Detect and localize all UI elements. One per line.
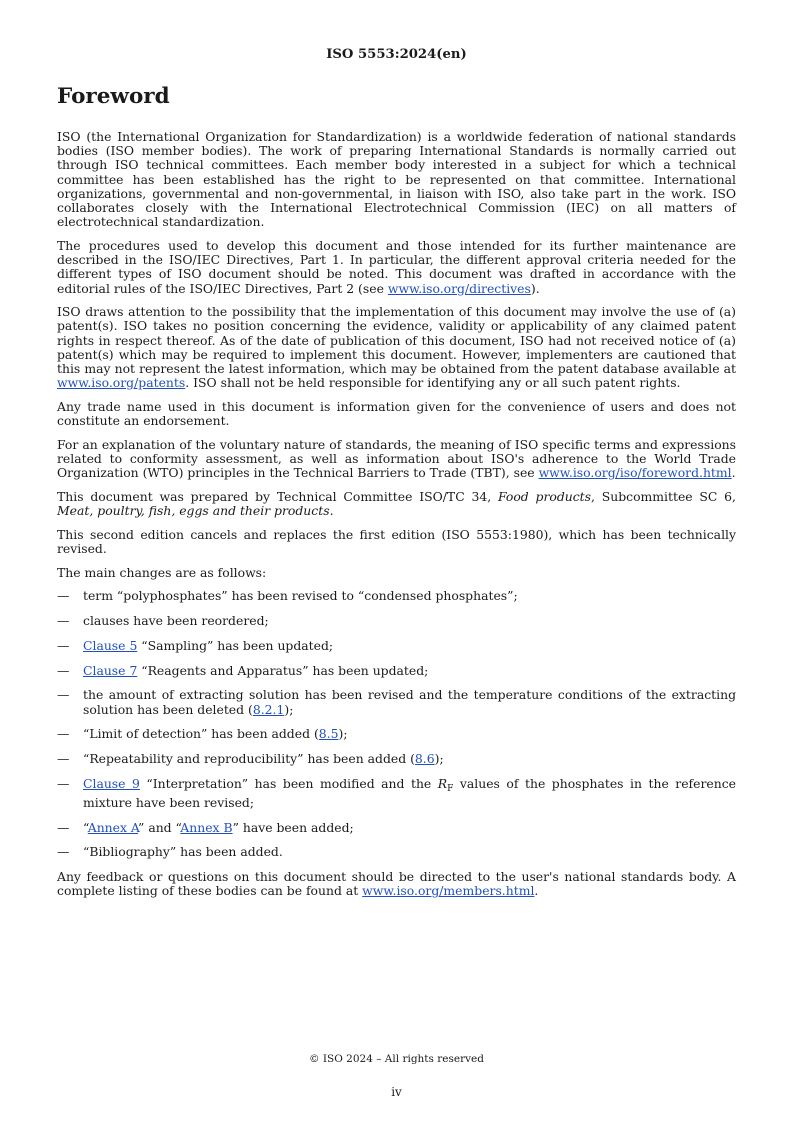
- directives-link[interactable]: www.iso.org/directives: [387, 280, 531, 296]
- clause-5-link[interactable]: Clause 5: [83, 637, 138, 653]
- list-item: [57, 589, 736, 603]
- paragraph-voluntary-end: .: [731, 465, 736, 481]
- list-dash: —: [57, 844, 70, 860]
- subclause-8-6-link[interactable]: 8.6: [414, 750, 435, 766]
- paragraph-procedures-end: ).: [530, 280, 540, 296]
- change-text: “Reagents and Apparatus” has been updated;: [137, 662, 429, 678]
- committee-food-products: Food products: [497, 488, 592, 504]
- change-text: “Bibliography” has been added.: [83, 844, 283, 860]
- paragraph-edition: This second edition cancels and replaces the first edition (ISO 5553:1980), which has been technically revised.: [57, 526, 736, 557]
- list-dash: —: [57, 588, 70, 604]
- paragraph-committee: [57, 490, 736, 518]
- list-item: [57, 752, 736, 766]
- change-text: “Sampling” has been updated;: [137, 637, 334, 653]
- list-dash: —: [57, 613, 70, 629]
- subcommittee-name: Meat, poultry, fish, eggs and their products: [57, 503, 330, 519]
- list-item: [57, 614, 736, 628]
- paragraph-patents-end: . ISO shall not be held responsible for identifying any or all such patent rights.: [185, 375, 681, 391]
- committee-text-end: .: [329, 503, 334, 519]
- list-item: [57, 727, 736, 741]
- paragraph-main-changes: The main changes are as follows:: [57, 564, 267, 580]
- paragraph-procedures: [57, 239, 736, 296]
- page-number: iv: [391, 1085, 402, 1099]
- rf-subscript: F: [447, 783, 454, 794]
- change-text-end: values of the phosphates in the reference mixture have been revised;: [83, 775, 736, 810]
- paragraph-patents-text: ISO draws attention to the possibility that the implementation of this document may involve the use of (a) patent(s). ISO takes no position concerning the evidence, validity or applicability of any claimed patent rights in respect thereof. As of the date of publication of this document, ISO had not received notice of (a) patent(s) which may be required to implement this document. However, implementers are cautioned that this may not represent the latest information, which may be obtained from the patent database available at: [57, 304, 736, 377]
- change-text: “Interpretation” has been modified and the: [139, 775, 438, 791]
- annex-a-link[interactable]: Annex A: [87, 819, 139, 835]
- committee-text-b: , Subcommittee SC 6,: [591, 488, 736, 504]
- list-dash: —: [57, 637, 70, 653]
- paragraph-voluntary-text: For an explanation of the voluntary nature of standards, the meaning of ISO specific terms and expressions related to conformity assessment, as well as information about ISO's adherence to the World Trade Organization (WTO) principles in the Technical Barriers to Trade (TBT), see: [57, 436, 736, 481]
- change-text: “Limit of detection” has been added (: [83, 726, 319, 742]
- foreword-body: [57, 130, 736, 908]
- list-item: [57, 664, 736, 678]
- subclause-8-5-link[interactable]: 8.5: [318, 726, 339, 742]
- committee-text-a: This document was prepared by Technical Committee ISO/TC 34,: [57, 488, 498, 504]
- section-title: Foreword: [57, 84, 170, 109]
- list-dash: —: [57, 819, 70, 835]
- rf-variable: R: [437, 775, 448, 791]
- list-item: [57, 821, 736, 835]
- clause-9-link[interactable]: Clause 9: [83, 775, 140, 791]
- list-dash: —: [57, 775, 70, 791]
- annex-b-link[interactable]: Annex B: [180, 819, 233, 835]
- change-text: term “polyphosphates” has been revised to “condensed phosphates”;: [83, 588, 518, 604]
- patents-link[interactable]: www.iso.org/patents: [57, 375, 186, 391]
- paragraph-feedback: [57, 870, 736, 898]
- copyright-footer: © ISO 2024 – All rights reserved: [309, 1053, 484, 1065]
- clause-7-link[interactable]: Clause 7: [83, 662, 138, 678]
- foreword-link[interactable]: www.iso.org/iso/foreword.html: [538, 465, 732, 481]
- paragraph-feedback-text: Any feedback or questions on this document should be directed to the user's national standards body. A complete listing of these bodies can be found at: [57, 868, 736, 899]
- list-dash: —: [57, 662, 70, 678]
- quote-open: “: [83, 819, 88, 835]
- paragraph-trade-name: Any trade name used in this document is information given for the convenience of users and does not constitute an endorsement.: [57, 398, 736, 429]
- change-text-end: ” have been added;: [232, 819, 354, 835]
- list-item: [57, 639, 736, 653]
- paragraph-iso-intro: ISO (the International Organization for Standardization) is a worldwide federation of national standards bodies (ISO member bodies). The work of preparing International Standards is normally carried out through ISO technical committees. Each member body interested in a subject for which a technical committee has been established has the right to be represented on that committee. International organizations, governmental and non-governmental, in liaison with ISO, also take part in the work. ISO collaborates closely with the International Electrotechnical Commission (IEC) on all matters of electrotechnical standardization.: [57, 129, 736, 230]
- list-dash: —: [57, 726, 70, 742]
- paragraph-procedures-text: The procedures used to develop this document and those intended for its further maintenance are described in the ISO/IEC Directives, Part 1. In particular, the different approval criteria needed for the different types of ISO document should be noted. This document was drafted in accordance with the editorial rules of the ISO/IEC Directives, Part 2 (see: [57, 237, 736, 296]
- list-dash: —: [57, 687, 70, 703]
- changes-list: [57, 589, 736, 859]
- subclause-8-2-1-link[interactable]: 8.2.1: [252, 701, 285, 717]
- paragraph-patents: [57, 305, 736, 390]
- members-link[interactable]: www.iso.org/members.html: [362, 883, 535, 899]
- change-text: clauses have been reordered;: [83, 613, 269, 629]
- change-text-end: );: [284, 701, 294, 717]
- change-text: the amount of extracting solution has been revised and the temperature conditions of the extracting solution has been deleted (: [83, 687, 736, 717]
- document-header: ISO 5553:2024(en): [326, 47, 467, 62]
- paragraph-feedback-end: .: [534, 883, 539, 899]
- change-text-end: );: [338, 726, 348, 742]
- change-text-end: );: [434, 750, 444, 766]
- paragraph-voluntary-nature: [57, 438, 736, 481]
- list-item: [57, 845, 736, 859]
- change-text: “Repeatability and reproducibility” has been added (: [83, 750, 415, 766]
- list-item: [57, 688, 736, 716]
- list-dash: —: [57, 750, 70, 766]
- change-text: ” and “: [138, 819, 181, 835]
- list-item: [57, 777, 736, 810]
